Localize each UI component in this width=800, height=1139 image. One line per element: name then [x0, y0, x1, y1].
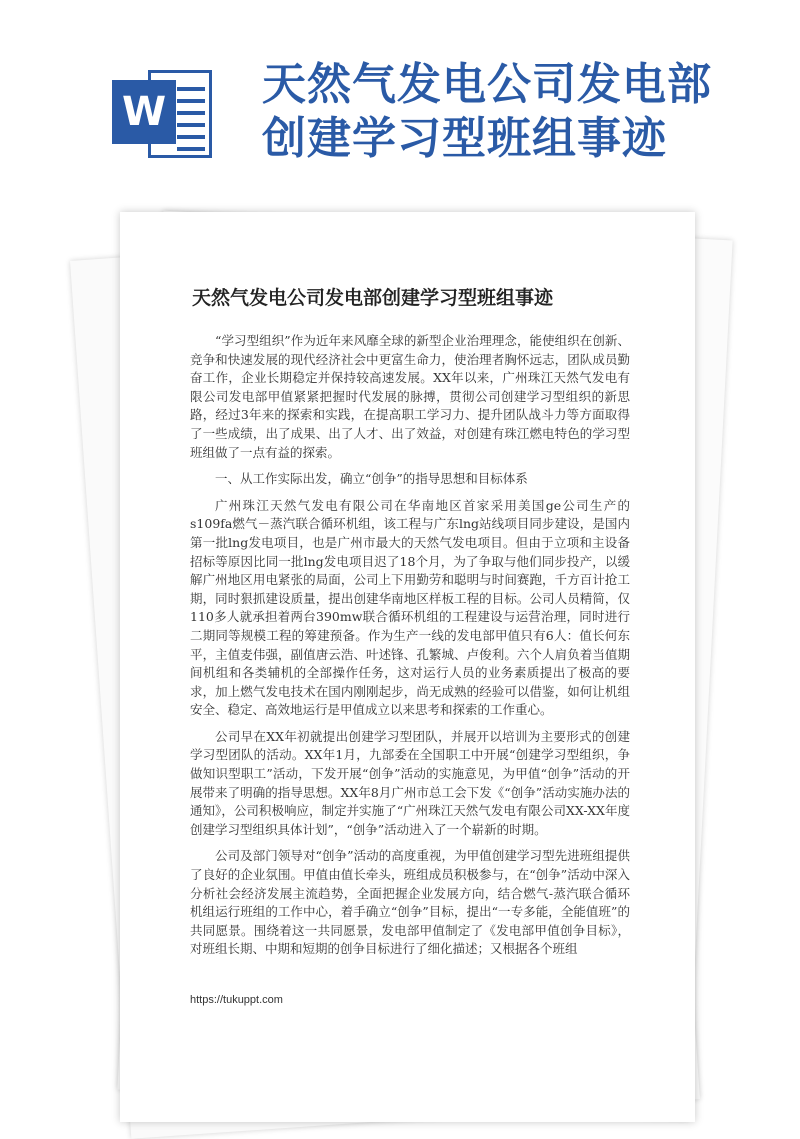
document-sheet: [120, 212, 695, 1122]
document-title: 天然气发电公司发电部创建学习型班组事迹: [192, 287, 554, 309]
word-file-icon: [112, 62, 216, 166]
banner-title: [262, 58, 782, 166]
footer-url: https://tukuppt.com: [190, 994, 283, 1006]
document-body: [190, 332, 630, 967]
paragraph-initiative: 公司早在XX年初就提出创建学习型团队，并展开以培训为主要形式的创建学习型团队的活动。XX年1月，九部委在全国职工中开展“创建学习型组织，争做知识型职工”活动，下发开展“创争”活动的实施意见，为甲值“创争”活动的开展带来了明确的指导思想。XX年8月广州市总工会下发《“创争”活动实施办法的通知》，公司积极响应，制定并实施了“广州珠江天然气发电有限公司XX-XX年度创建学习型组织具体计划”，“创争”活动进入了一个崭新的时期。: [190, 728, 630, 837]
paragraph-intro: “学习型组织”作为近年来风靡全球的新型企业治理理念，能使组织在创新、竞争和快速发展的现代经济社会中更富生命力，使治理者胸怀远志，团队成员勤奋工作，企业长期稳定并保持较高速发展。XX年以来，广州珠江天然气发电有限公司发电部甲值紧紧把握时代发展的脉搏，贯彻公司创建学习型组织的新思路，经过3年来的探索和实践，在提高职工学习力、提升团队战斗力等方面取得了一些成绩，出了成果、出了人才、出了效益，对创建有珠江燃电特色的学习型班组做了一点有益的探索。: [190, 333, 630, 460]
paragraph-leadership: 公司及部门领导对“创争”活动的高度重视，为甲值创建学习型先进班组提供了良好的企业氛围。甲值由值长牵头，班组成员积极参与，在“创争”活动中深入分析社会经济发展主流趋势，全面把握企业发展方向，结合燃气-蒸汽联合循环机组运行班组的工作中心，着手确立“创争”目标，提出“一专多能，全能值班”的共同愿景。围绕着这一共同愿景，发电部甲值制定了《发电部甲值创争目标》，对班组长期、中期和短期的创争目标进行了细化描述；又根据各个班组: [190, 848, 630, 957]
banner-title-line1: 天然气发电公司发电部: [262, 59, 712, 110]
paragraph-background: 广州珠江天然气发电有限公司在华南地区首家采用美国ge公司生产的s109fa燃气－蒸汽联合循环机组，该工程与广东lng站线项目同步建设，是国内第一批lng发电项目，也是广州市最大的天然气发电项目。但由于立项和主设备招标等原因比同一批lng发电项目迟了18个月，为了争取与他们同步投产，以缓解广州地区用电紧张的局面，公司上下用勤劳和聪明与时间赛跑，千方百计抢工期，同时狠抓建设质量，提出创建华南地区样板工程的目标。公司人员精简，仅110多人就承担着两台390mw联合循环机组的工程建设与运营治理，同时进行二期同等规模工程的筹建预备。作为生产一线的发电部甲值只有6人：值长何东平，主值麦伟强，副值唐云浩、叶述锋、孔繁城、卢俊利。六个人肩负着当值期间机组和各类辅机的全部操作任务，这对运行人员的业务素质提出了极高的要求，加上燃气发电技术在国内刚刚起步，尚无成熟的经验可以借鉴，如何让机组安全、稳定、高效地运行是甲值成立以来思考和探索的工作重心。: [190, 497, 630, 718]
banner-title-line2: 创建学习型班组事迹: [262, 113, 667, 164]
word-letter-badge: W: [112, 80, 176, 144]
section-heading: 一、从工作实际出发，确立“创争”的指导思想和目标体系: [215, 471, 528, 487]
